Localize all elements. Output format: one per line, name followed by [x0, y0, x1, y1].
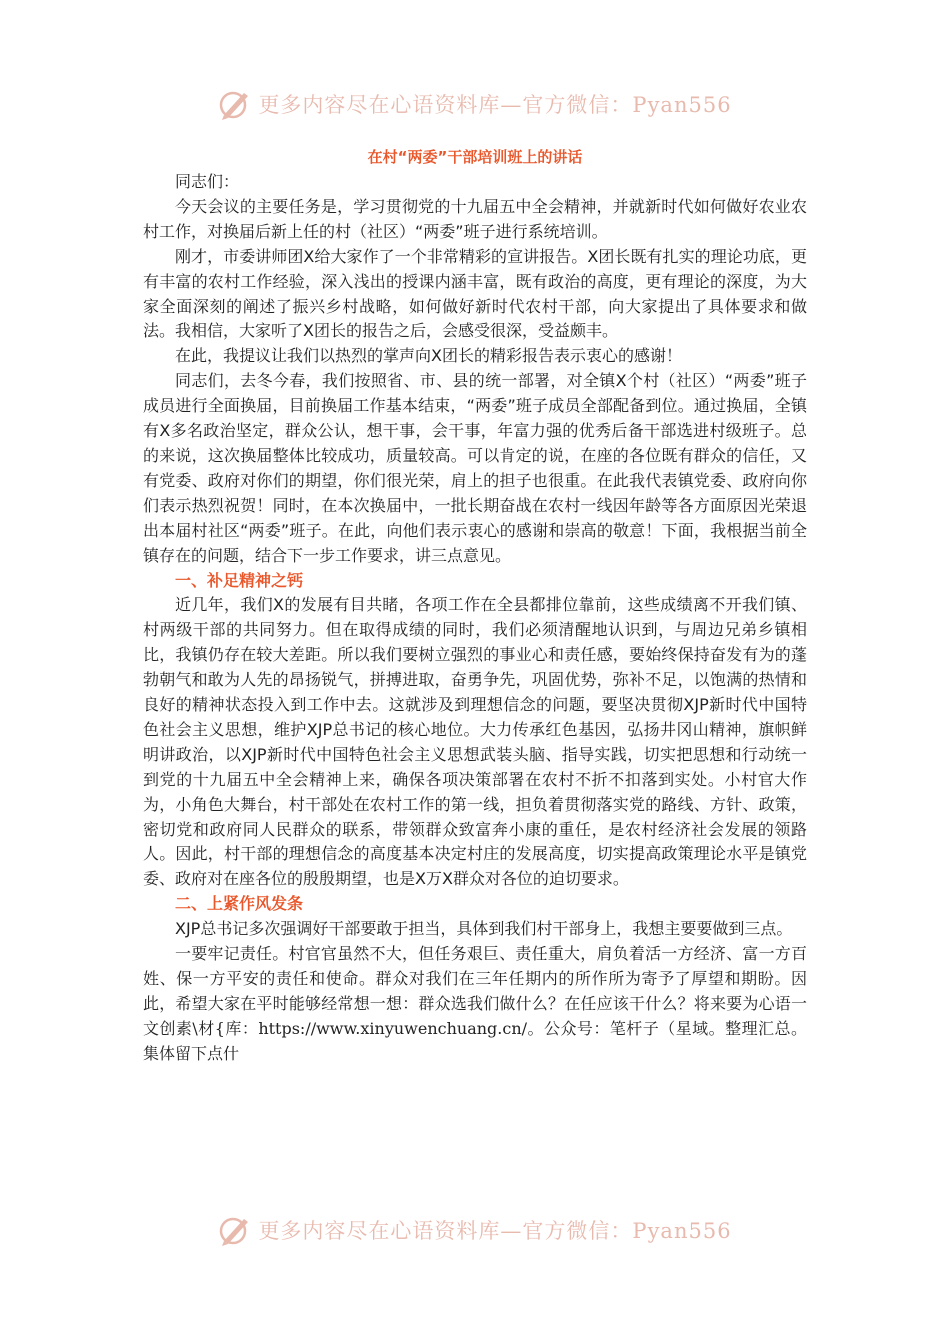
document-body: [143, 170, 807, 1067]
document-title: 在村“两委”干部培训班上的讲话: [367, 148, 583, 166]
section-heading-2: 二、上紧作风发条: [175, 894, 304, 914]
paragraph-6: XJP总书记多次强调好干部要敢于担当，具体到我们村干部身上，我想主要要做到三点。: [175, 919, 793, 939]
header-banner: [0, 84, 950, 124]
pen-logo-icon: [218, 87, 252, 121]
paragraph-3: 在此，我提议让我们以热烈的掌声向X团长的精彩报告表示衷心的感谢！: [175, 346, 682, 366]
paragraph-4: 同志们，去冬今春，我们按照省、市、县的统一部署，对全镇X个村（社区）“两委”班子成员进行全面换届，目前换届工作基本结束，“两委”班子成员全部配备到位。通过换届，全镇有X多名政治坚定，群众公认，想干事，会干事，年富力强的优秀后备干部选进村级班子。总的来说，这次换届整体比较成功，质量较高。可以肯定的说，在座的各位既有群众的信任，又有党委、政府对你们的期望，你们很光荣，肩上的担子也很重。在此我代表镇党委、政府向你们表示热烈祝贺！同时，在本次换届中，一批长期奋战在农村一线因年龄等各方面原因光荣退出本届村社区“两委”班子。在此，向他们表示衷心的感谢和崇高的敬意！下面，我根据当前全镇存在的问题，结合下一步工作要求，讲三点意见。: [143, 371, 807, 565]
section-heading-1: 一、补足精神之钙: [175, 570, 304, 590]
banner-text: 更多内容尽在心语资料库—官方微信：Pyan556: [258, 1219, 732, 1243]
paragraph-2: 刚才，市委讲师团X给大家作了一个非常精彩的宣讲报告。X团长既有扎实的理论功底，更有丰富的农村工作经验，深入浅出的授课内涵丰富，既有政治的高度，更有理论的深度，为大家全面深刻的阐述了振兴乡村战略，如何做好新时代农村干部，向大家提出了具体要求和做法。我相信，大家听了X团长的报告之后，会感受很深，受益颇丰。: [143, 246, 807, 341]
paragraph-5: 近几年，我们X的发展有目共睹，各项工作在全县都排位靠前，这些成绩离不开我们镇、村两级干部的共同努力。但在取得成绩的同时，我们必须清醒地认识到，与周边兄弟乡镇相比，我镇仍存在较大差距。所以我们要树立强烈的事业心和责任感，要始终保持奋发有为的蓬勃朝气和敢为人先的昂扬锐气，拼搏进取，奋勇争先，巩固优势，弥补不足，以饱满的热情和良好的精神状态投入到工作中去。这就涉及到理想信念的问题，要坚决贯彻XJP新时代中国特色社会主义思想，维护XJP总书记的核心地位。大力传承红色基因，弘扬井冈山精神，旗帜鲜明讲政治，以XJP新时代中国特色社会主义思想武装头脑、指导实践，切实把思想和行动统一到党的十九届五中全会精神上来，确保各项决策部署在农村不折不扣落到实处。小村官大作为，小角色大舞台，村干部处在农村工作的第一线，担负着贯彻落实党的路线、方针、政策，密切党和政府同人民群众的联系，带领群众致富奔小康的重任，是农村经济社会发展的领路人。因此，村干部的理想信念的高度基本决定村庄的发展高度，切实提高政策理论水平是镇党委、政府对在座各位的殷殷期望，也是X万X群众对各位的迫切要求。: [143, 595, 807, 889]
banner-text: 更多内容尽在心语资料库—官方微信：Pyan556: [258, 93, 732, 117]
greeting: 同志们：: [175, 172, 240, 191]
pen-logo-icon: [218, 1213, 252, 1247]
footer-banner: [0, 1210, 950, 1250]
paragraph-7: 一要牢记责任。村官官虽然不大，但任务艰巨、责任重大，肩负着活一方经济、富一方百姓、保一方平安的责任和使命。群众对我们在三年任期内的所作所为寄予了厚望和期盼。因此，希望大家在平时能够经常想一想：群众选我们做什么？在任应该干什么？将来要为心语一文创素\材{库：https://www.xinyuwenchuang.cn/。公众号：笔杆子（星域。整理汇总。集体留下点什: [143, 944, 807, 1063]
paragraph-1: 今天会议的主要任务是，学习贯彻党的十九届五中全会精神，并就新时代如何做好农业农村工作，对换届后新上任的村（社区）“两委”班子进行系统培训。: [143, 196, 807, 241]
